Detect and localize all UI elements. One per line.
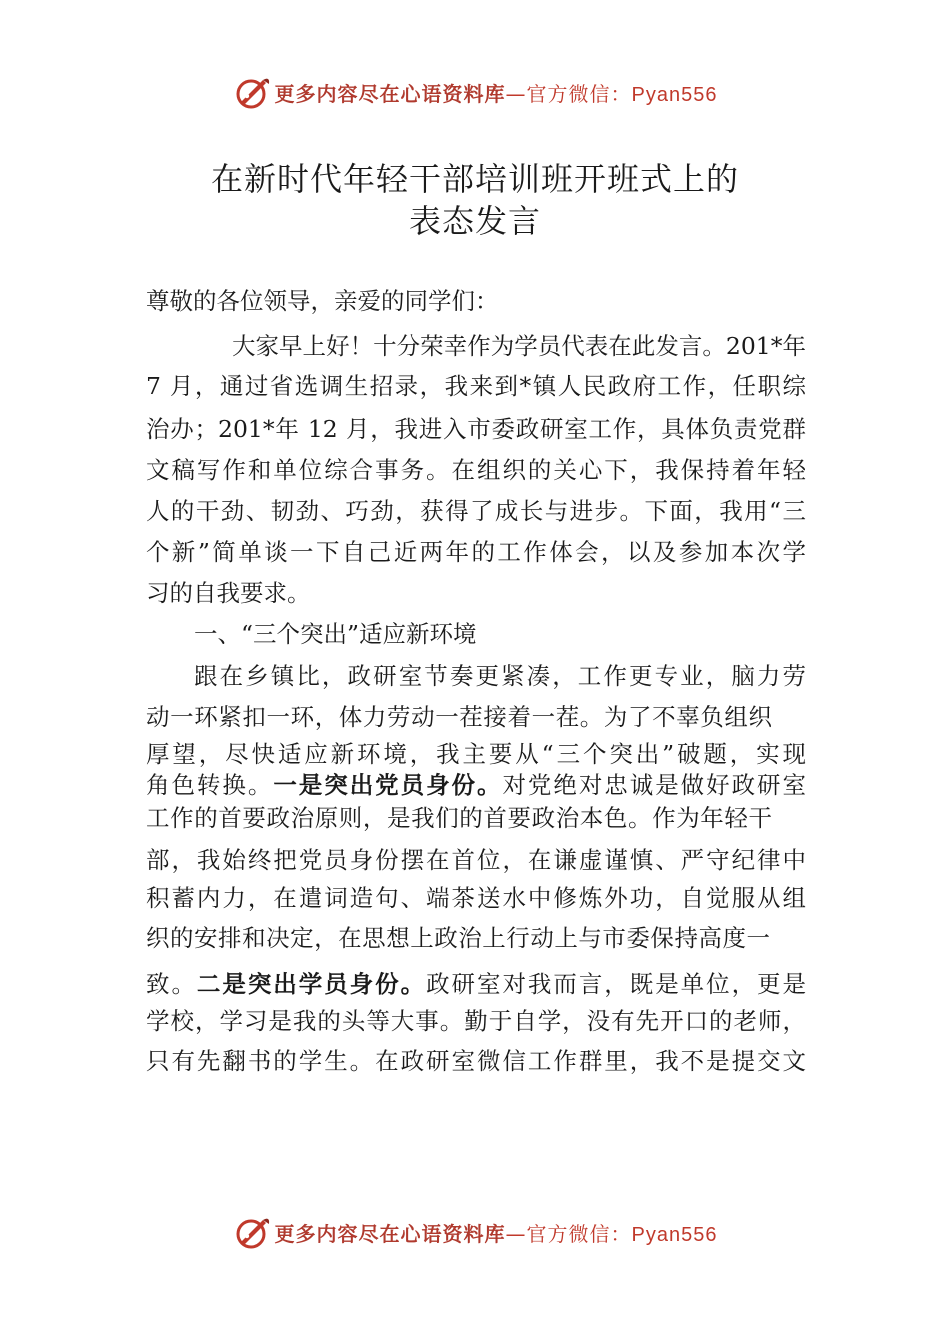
text-run: 政研室对我而言，既是单位，更是: [426, 970, 807, 998]
paragraph-line: 只有先翻书的学生。在政研室微信工作群里，我不是提交文: [146, 1047, 806, 1075]
paragraph-line: 学校，学习是我的头等大事。勤于自学，没有先开口的老师，: [146, 1007, 806, 1035]
paragraph-line: 部，我始终把党员身份摆在首位，在谦虚谨慎、严守纪律中: [146, 846, 806, 874]
section-heading: 一、“三个突出”适应新环境: [194, 620, 477, 648]
paragraph-line: 文稿写作和单位综合事务。在组织的关心下，我保持着年轻: [146, 456, 806, 484]
quill-logo-icon: [233, 72, 273, 112]
paragraph-line: 积蓄内力，在遣词造句、端茶送水中修炼外功，自觉服从组: [146, 884, 806, 912]
paragraph-line: 习的自我要求。: [146, 579, 311, 607]
paragraph-line: 厚望，尽快适应新环境，我主要从“三个突出”破题，实现: [146, 740, 806, 768]
banner-site-name: 更多内容尽在心语资料库: [274, 81, 506, 106]
paragraph-line: 治办；201*年 12 月，我进入市委政研室工作，具体负责党群: [146, 415, 806, 443]
paragraph-line: 跟在乡镇比，政研室节奏更紧凑，工作更专业，脑力劳: [194, 662, 806, 690]
document-title-line-2: 表态发言: [408, 202, 541, 240]
banner-text: [275, 78, 718, 107]
banner-dash: —: [505, 1221, 527, 1246]
banner-dash: —: [505, 81, 527, 106]
paragraph-line: 7 月，通过省选调生招录，我来到*镇人民政府工作，任职综: [146, 372, 806, 400]
bold-emphasis: 二是突出学员身份。: [196, 970, 427, 998]
paragraph-line-mixed: [146, 768, 806, 802]
text-run: 对党绝对忠诚是做好政研室: [502, 771, 807, 799]
banner-wechat-label: 官方微信：: [526, 81, 632, 106]
bold-emphasis: 一是突出党员身份。: [273, 771, 503, 799]
paragraph-line: 动一环紧扣一环，体力劳动一茬接着一茬。为了不辜负组织: [146, 703, 772, 731]
banner-site-name: 更多内容尽在心语资料库: [274, 1221, 506, 1246]
salutation: 尊敬的各位领导，亲爱的同学们：: [146, 287, 499, 315]
document-title-line-1: 在新时代年轻干部培训班开班式上的: [210, 160, 739, 198]
paragraph-line: 个新”简单谈一下自己近两年的工作体会，以及参加本次学: [146, 538, 806, 566]
paragraph-line-mixed: [146, 967, 806, 1001]
text-run: 致。: [146, 970, 197, 998]
paragraph-line: 工作的首要政治原则，是我们的首要政治本色。作为年轻干: [146, 804, 772, 832]
text-run: 角色转换。: [146, 771, 274, 799]
paragraph-line: 织的安排和决定，在思想上政治上行动上与市委保持高度一: [146, 924, 770, 952]
header-banner: [0, 72, 950, 112]
banner-text: [275, 1218, 718, 1247]
paragraph-line: 人的干劲、韧劲、巧劲，获得了成长与进步。下面，我用“三: [146, 497, 806, 525]
footer-banner: [0, 1212, 950, 1252]
paragraph-line: 大家早上好！十分荣幸作为学员代表在此发言。201*年: [232, 332, 806, 360]
quill-logo-icon: [233, 1212, 273, 1252]
banner-handle: Pyan556: [631, 1223, 718, 1246]
banner-handle: Pyan556: [631, 83, 718, 106]
banner-wechat-label: 官方微信：: [526, 1221, 632, 1246]
